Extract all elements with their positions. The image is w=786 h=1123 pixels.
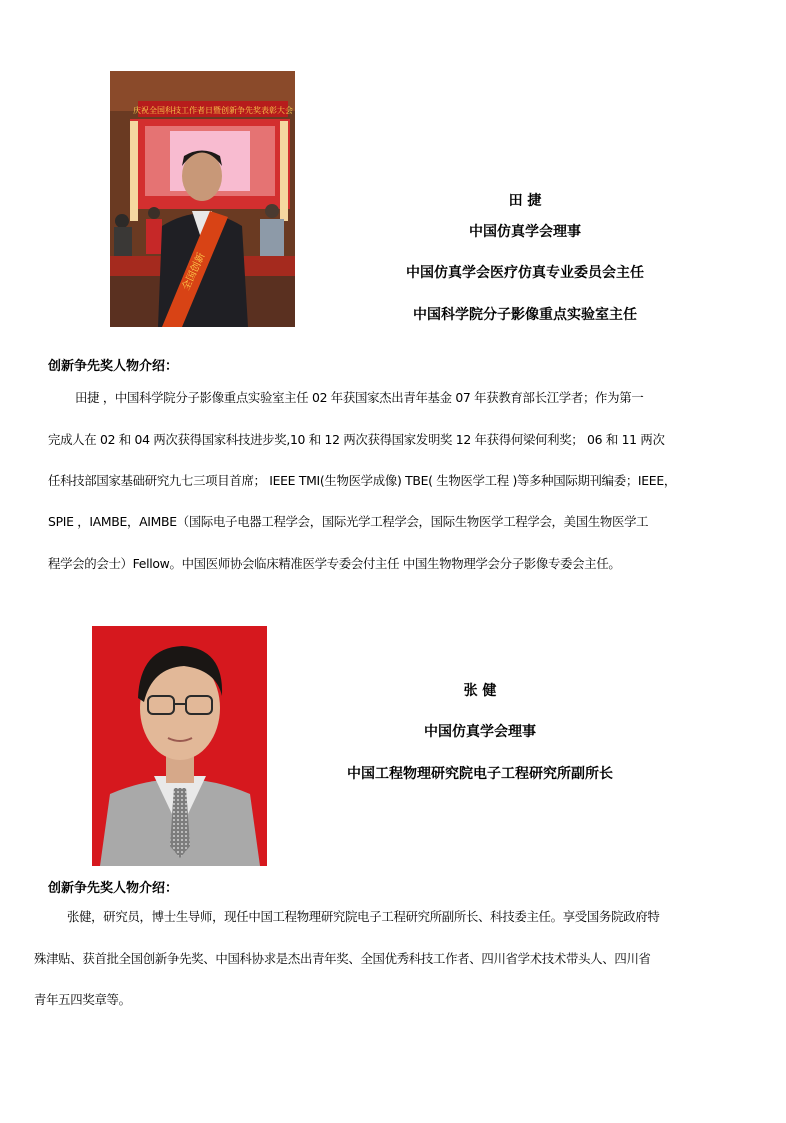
bio-line: 殊津贴、获首批全国创新争先奖、中国科协求是杰出青年奖、全国优秀科技工作者、四川省学术技术带头人、四川省: [34, 951, 651, 966]
bio-line: 田捷 ，中国科学院分子影像重点实验室主任 02 年获国家杰出青年基金 07 年获教育部长江学者；作为第一: [75, 390, 644, 405]
person-1-title-block: [340, 185, 710, 325]
person-2-title-1: 中国仿真学会理事: [424, 724, 536, 740]
photo-banner-text: 庆祝全国科技工作者日暨创新争先奖表彰大会: [133, 106, 293, 115]
person-1-bio: [48, 388, 748, 578]
person-1-section-heading: 创新争先奖人物介绍：: [48, 359, 179, 374]
person-1-title-2: 中国仿真学会医疗仿真专业委员会主任: [406, 265, 644, 281]
person-2-title-block: [310, 678, 650, 782]
person-photo-1: [110, 71, 295, 327]
person-1-title-1: 中国仿真学会理事: [469, 224, 581, 240]
bio-line: 完成人在 02 和 04 两次获得国家科技进步奖,10 和 12 两次获得国家发明奖 12 年获得何梁何利奖； 06 和 11 两次: [48, 432, 665, 447]
bio-line: 张健，研究员，博士生导师，现任中国工程物理研究院电子工程研究所副所长、科技委主任。享受国务院政府特: [67, 909, 660, 924]
person-2-bio: [34, 907, 754, 1007]
svg-text:全国创新: 全国创新: [180, 251, 208, 293]
person-2-title-2: 中国工程物理研究院电子工程研究所副所长: [347, 766, 613, 782]
person-1-title-3: 中国科学院分子影像重点实验室主任: [413, 307, 637, 323]
bio-line: SPIE ，IAMBE，AIMBE（国际电子电器工程学会，国际光学工程学会，国际生物医学工程学会，美国生物医学工: [48, 514, 649, 529]
bio-line: 青年五四奖章等。: [34, 992, 131, 1007]
person-1-name: 田 捷: [508, 193, 542, 209]
bio-line: 程学会的会士）Fellow。中国医师协会临床精准医学专委会付主任 中国生物物理学会分子影像专委会主任。: [48, 556, 621, 571]
person-photo-icon: [110, 71, 295, 327]
person-photo-icon: [92, 626, 267, 866]
person-2-name: 张 健: [463, 683, 497, 699]
person-photo-2: [92, 626, 267, 866]
bio-line: 任科技部国家基础研究九七三项目首席； IEEE TMI(生物医学成像) TBE( 生物医学工程 )等多种国际期刊编委；IEEE，: [48, 473, 676, 488]
person-2-section-heading: 创新争先奖人物介绍：: [48, 881, 179, 896]
